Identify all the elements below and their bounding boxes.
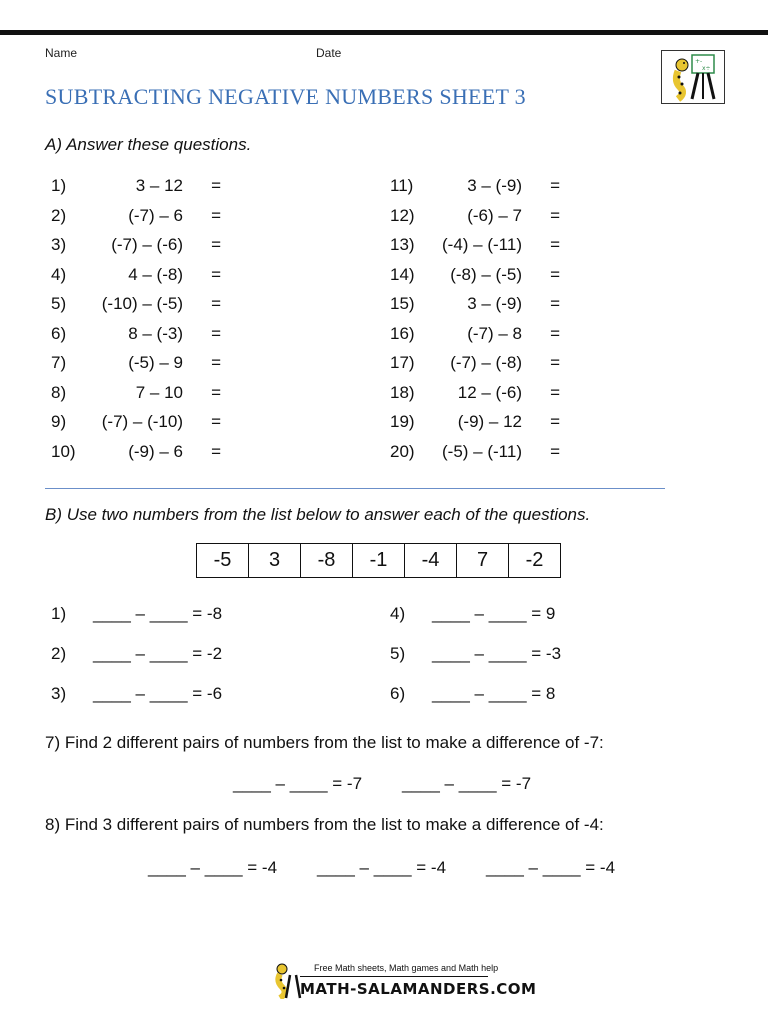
question-number: 2)	[51, 205, 67, 225]
answer-equals[interactable]: =	[550, 412, 560, 431]
fill-in-question-row	[390, 642, 630, 666]
question-expression: (-7) – 6	[128, 205, 183, 225]
question-number: 13)	[390, 235, 415, 254]
fill-in-blank[interactable]: ____ – ____ = -3	[432, 644, 562, 663]
answer-equals[interactable]: =	[211, 176, 221, 195]
number-list-cell: -5	[197, 544, 249, 578]
question-number: 1)	[51, 604, 67, 623]
fill-in-question-row	[51, 642, 291, 666]
footer-underline	[300, 976, 488, 977]
answer-equals[interactable]: =	[211, 412, 221, 431]
number-list-cell: 3	[249, 544, 301, 578]
question-number: 14)	[390, 264, 415, 284]
question-number: 1)	[51, 176, 67, 195]
fill-in-blank[interactable]: ____ – ____ = 9	[432, 604, 556, 623]
question-row	[390, 322, 560, 346]
footer-site-name[interactable]: MATH-SALAMANDERS.COM	[300, 980, 537, 998]
question-number: 17)	[390, 353, 415, 372]
question-expression: (-10) – (-5)	[101, 294, 183, 313]
section-b-instruction: B) Use two numbers from the list below to answer each of the questions.	[45, 505, 591, 524]
top-border-rule	[0, 30, 768, 35]
question-number: 7)	[51, 353, 67, 372]
answer-equals[interactable]: =	[550, 294, 560, 313]
page-title: SUBTRACTING NEGATIVE NUMBERS SHEET 3	[45, 84, 526, 109]
salamander-logo-icon	[662, 51, 724, 103]
question-row	[51, 263, 221, 287]
question-expression: (-5) – (-11)	[442, 441, 522, 461]
question-row	[51, 174, 221, 198]
answer-equals[interactable]: =	[211, 294, 221, 313]
answer-equals[interactable]: =	[211, 441, 221, 461]
svg-text:+-: +-	[695, 58, 703, 65]
question-row	[51, 440, 221, 464]
question-number: 6)	[51, 323, 67, 343]
answer-equals[interactable]: =	[211, 323, 221, 343]
salamander-logo	[661, 50, 725, 104]
fill-in-blank[interactable]: ____ – ____ = 8	[432, 684, 556, 703]
question-row	[51, 322, 221, 346]
question-expression: 3 – (-9)	[467, 176, 522, 195]
question-expression: (-7) – (-10)	[101, 412, 183, 431]
name-label: Name	[45, 46, 78, 60]
question-row	[390, 351, 560, 375]
question-row	[390, 440, 560, 464]
question-number: 2)	[51, 644, 67, 663]
answer-equals[interactable]: =	[550, 441, 560, 461]
fill-in-question-row	[51, 682, 291, 706]
question-number: 11)	[390, 176, 414, 195]
question-number: 15)	[390, 294, 415, 313]
question-number: 6)	[390, 684, 406, 703]
question-number: 9)	[51, 412, 67, 431]
question-row	[390, 233, 560, 257]
question-row	[51, 351, 221, 375]
fill-in-question-row	[390, 682, 630, 706]
question-8-prompt: 8) Find 3 different pairs of numbers from the list to make a difference of -4:	[45, 815, 604, 834]
question-8-blank-1[interactable]: ____ – ____ = -4	[148, 858, 278, 877]
question-number: 5)	[51, 294, 67, 313]
question-7-prompt: 7) Find 2 different pairs of numbers from the list to make a difference of -7:	[45, 733, 604, 752]
question-number: 4)	[390, 604, 406, 623]
question-number: 10)	[51, 441, 76, 461]
number-list-cell: -1	[353, 544, 405, 578]
answer-equals[interactable]: =	[550, 353, 560, 372]
question-number: 5)	[390, 644, 406, 663]
question-expression: 3 – 12	[135, 176, 183, 195]
question-number: 3)	[51, 235, 67, 254]
question-row	[390, 263, 560, 287]
question-row	[51, 410, 221, 434]
section-divider	[45, 488, 665, 489]
question-row	[390, 381, 560, 405]
section-a-instruction: A) Answer these questions.	[45, 135, 252, 154]
question-expression: (-9) – 12	[457, 412, 522, 431]
answer-equals[interactable]: =	[550, 264, 560, 284]
question-number: 12)	[390, 205, 415, 225]
question-expression: (-7) – 8	[467, 323, 522, 343]
fill-in-blank[interactable]: ____ – ____ = -8	[93, 604, 223, 623]
question-number: 18)	[390, 382, 415, 402]
number-list-cell: -2	[509, 544, 561, 578]
question-row	[390, 204, 560, 228]
answer-equals[interactable]: =	[550, 323, 560, 343]
fill-in-blank[interactable]: ____ – ____ = -6	[93, 684, 223, 703]
answer-equals[interactable]: =	[550, 235, 560, 254]
number-list-cell: 7	[457, 544, 509, 578]
question-expression: 4 – (-8)	[128, 264, 183, 284]
question-row	[51, 381, 221, 405]
answer-equals[interactable]: =	[211, 382, 221, 402]
question-row	[390, 292, 560, 316]
date-label: Date	[316, 46, 342, 60]
answer-equals[interactable]: =	[211, 205, 221, 225]
number-list-row	[197, 544, 561, 578]
number-list-cell: -4	[405, 544, 457, 578]
question-8-blank-3[interactable]: ____ – ____ = -4	[486, 858, 616, 877]
question-expression: (-6) – 7	[467, 205, 522, 225]
question-row	[51, 204, 221, 228]
question-expression: 8 – (-3)	[128, 323, 183, 343]
question-expression: (-7) – (-8)	[450, 353, 522, 372]
number-list-table	[196, 543, 561, 578]
question-expression: 3 – (-9)	[467, 294, 522, 313]
svg-text:x÷: x÷	[702, 65, 711, 72]
fill-in-question-row	[51, 602, 291, 626]
question-number: 20)	[390, 441, 415, 461]
fill-in-blank[interactable]: ____ – ____ = -2	[93, 644, 223, 663]
question-8-blank-2[interactable]: ____ – ____ = -4	[317, 858, 447, 877]
question-number: 8)	[51, 382, 67, 402]
question-expression: (-9) – 6	[128, 441, 183, 461]
question-number: 16)	[390, 323, 415, 343]
answer-equals[interactable]: =	[211, 235, 221, 254]
question-row	[390, 174, 560, 198]
question-expression: (-7) – (-6)	[111, 235, 183, 254]
answer-equals[interactable]: =	[211, 264, 221, 284]
answer-equals[interactable]: =	[550, 382, 560, 402]
answer-equals[interactable]: =	[550, 176, 560, 195]
question-expression: (-8) – (-5)	[450, 264, 522, 284]
question-7-blank-1[interactable]: ____ – ____ = -7	[233, 774, 363, 793]
fill-in-question-row	[390, 602, 630, 626]
question-row	[51, 233, 221, 257]
question-number: 19)	[390, 412, 415, 431]
question-number: 3)	[51, 684, 67, 703]
question-number: 4)	[51, 264, 67, 284]
question-expression: 12 – (-6)	[457, 382, 522, 402]
number-list-cell: -8	[301, 544, 353, 578]
question-row	[51, 292, 221, 316]
footer-tagline: Free Math sheets, Math games and Math help	[314, 963, 499, 973]
answer-equals[interactable]: =	[211, 353, 221, 372]
question-row	[390, 410, 560, 434]
question-expression: 7 – 10	[135, 382, 183, 402]
footer-salamander-icon	[272, 963, 302, 999]
question-expression: (-5) – 9	[128, 353, 183, 372]
answer-equals[interactable]: =	[550, 205, 560, 225]
question-expression: (-4) – (-11)	[442, 235, 522, 254]
question-7-blank-2[interactable]: ____ – ____ = -7	[402, 774, 532, 793]
